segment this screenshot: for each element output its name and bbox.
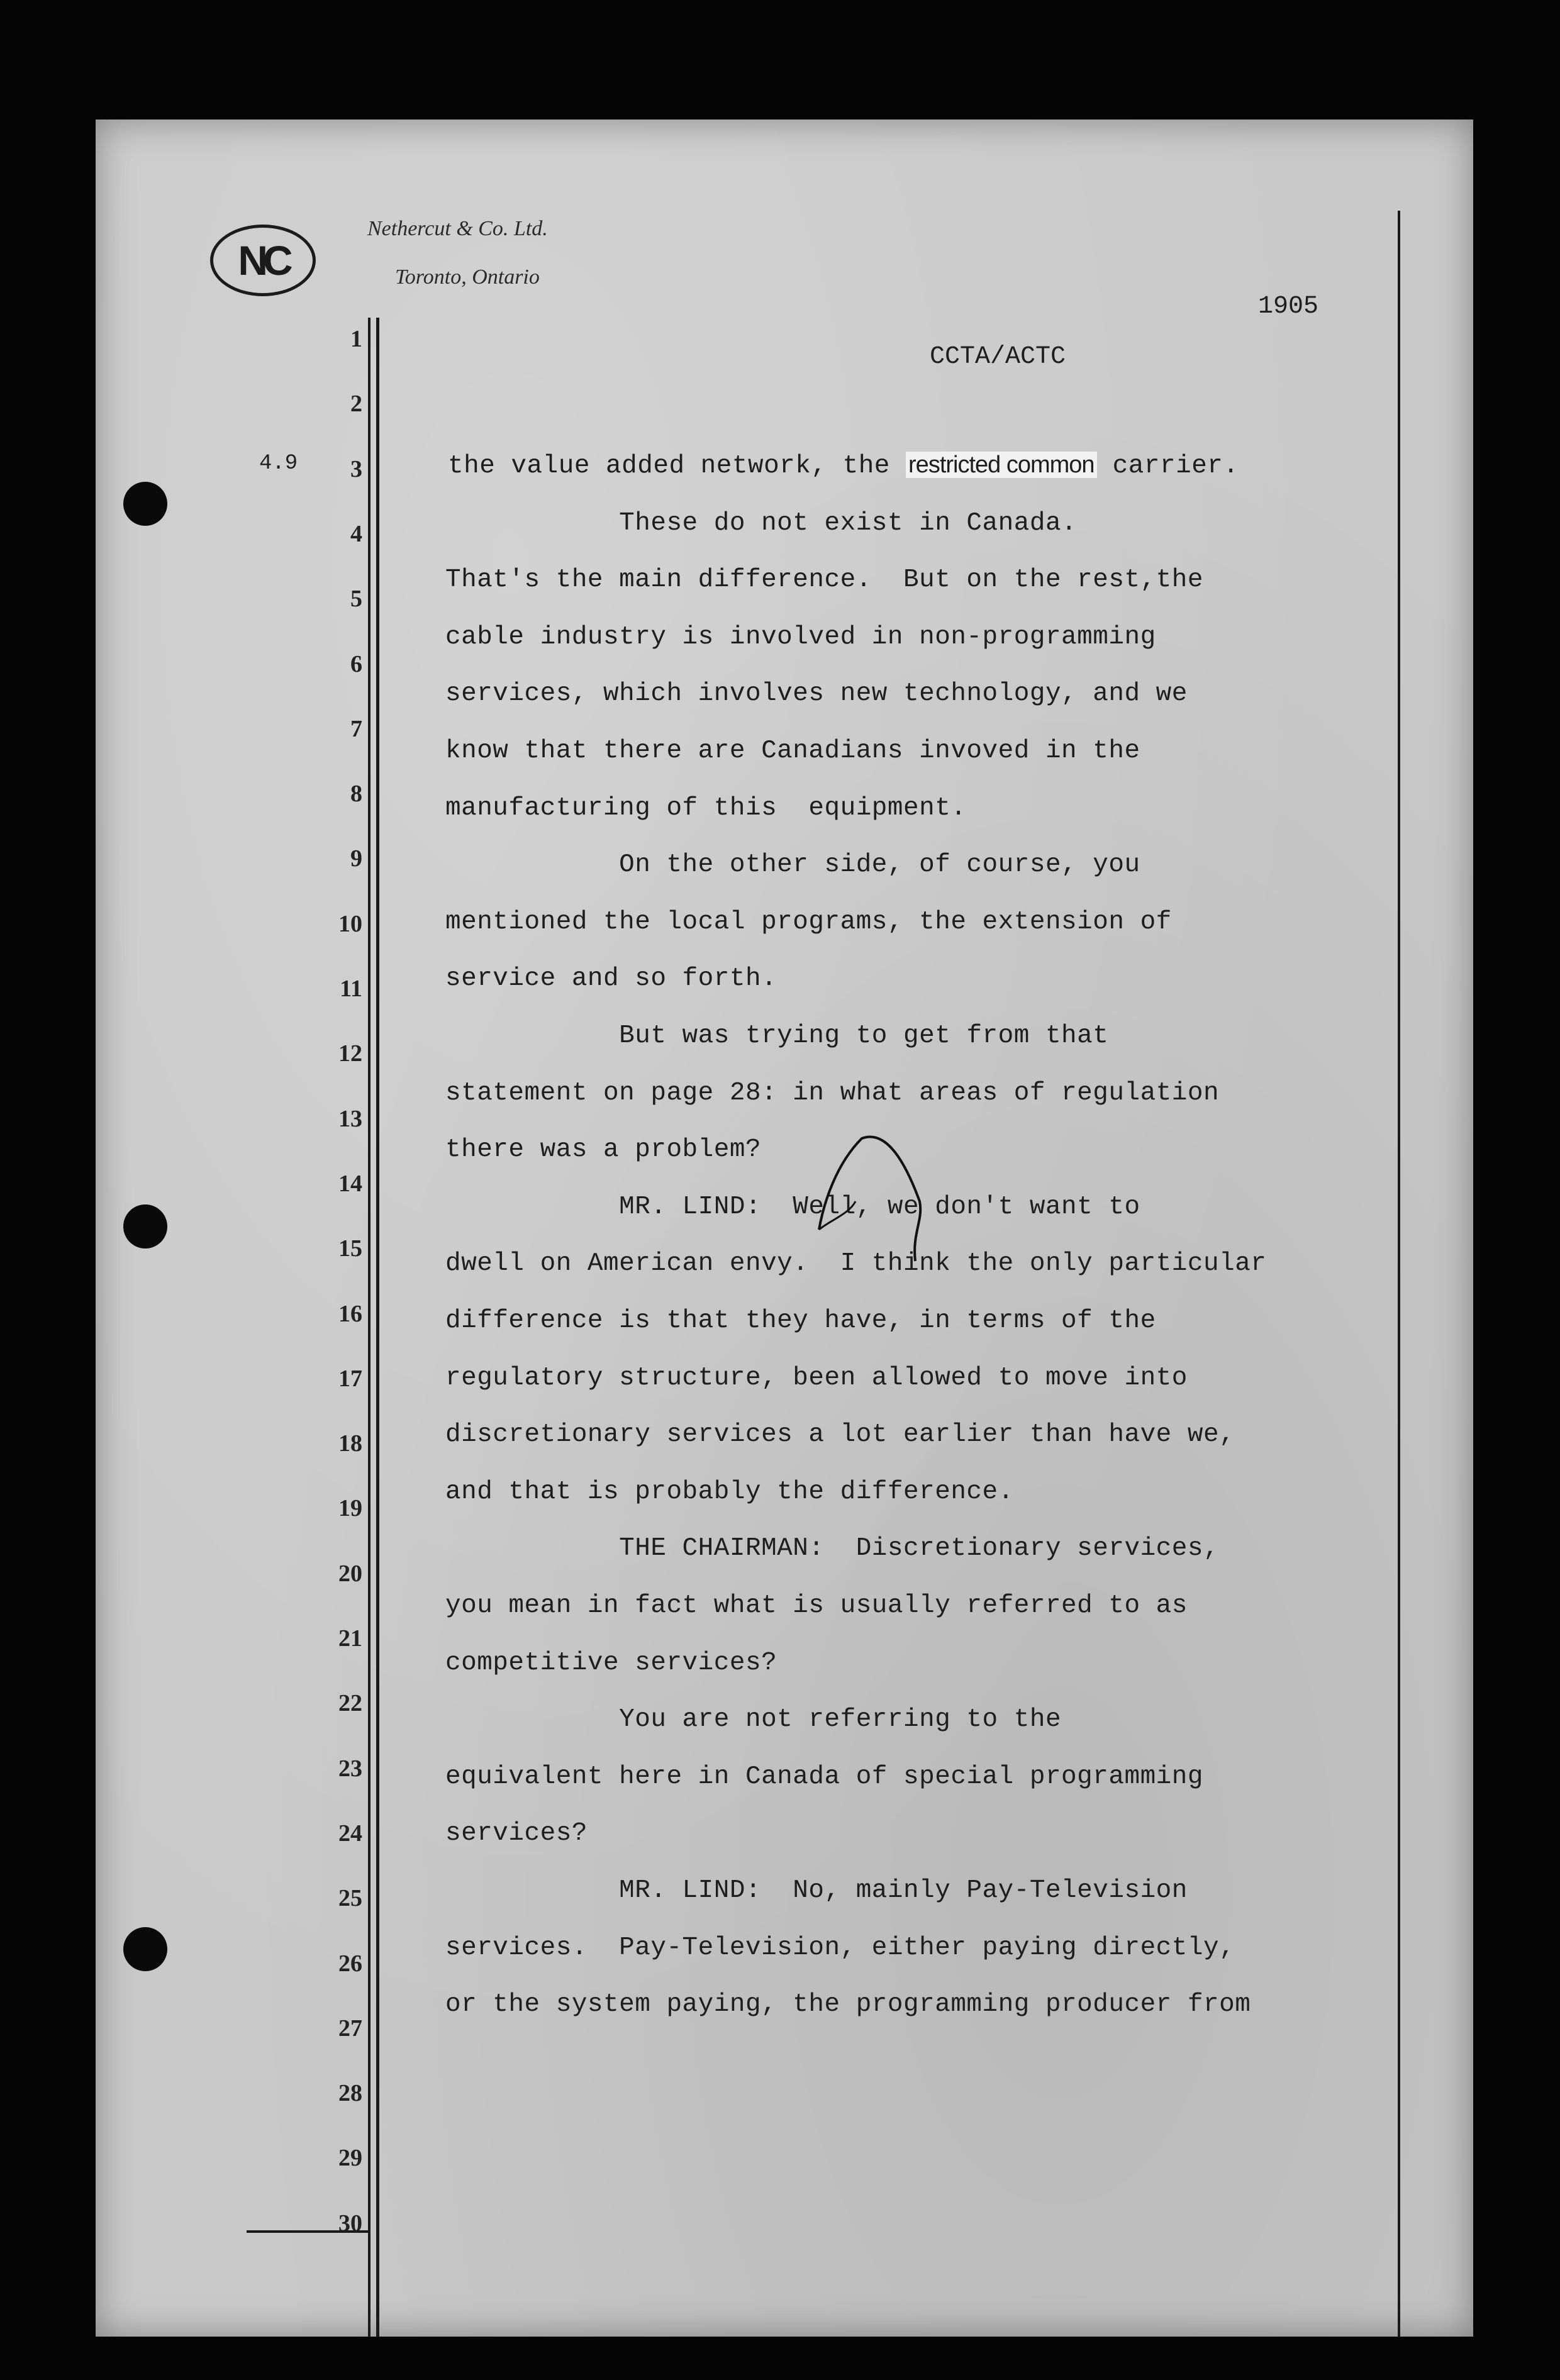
transcript-line: manufacturing of this equipment. [445, 794, 967, 823]
transcript-line: THE CHAIRMAN: Discretionary services, [445, 1534, 1220, 1563]
line-number: 30 [338, 2210, 362, 2237]
transcript-line: services, which involves new technology, and we [445, 679, 1188, 708]
line-number: 12 [338, 1040, 362, 1067]
transcript-line: competitive services? [445, 1649, 777, 1677]
logo-text: NC [238, 237, 288, 284]
line-number: 20 [338, 1560, 362, 1587]
line-number: 22 [338, 1690, 362, 1716]
line-number: 10 [338, 911, 362, 937]
line-number: 17 [338, 1365, 362, 1392]
firm-name: Nethercut & Co. Ltd. [367, 217, 548, 240]
transcript-line: dwell on American envy. I think the only particular [445, 1249, 1267, 1278]
line-number: 3 [350, 456, 362, 482]
highlighted-text: restricted common [906, 452, 1097, 478]
left-margin-rule [368, 318, 370, 2337]
line-number: 4 [350, 521, 362, 547]
line-number: 23 [338, 1755, 362, 1782]
firm-location: Toronto, Ontario [395, 265, 540, 289]
transcript-line: and that is probably the difference. [445, 1477, 1014, 1506]
line-number: 14 [338, 1171, 362, 1197]
left-margin-rule-inner [376, 318, 379, 2337]
line-number: 11 [340, 976, 362, 1002]
line-number: 19 [338, 1495, 362, 1521]
transcript-line: difference is that they have, in terms of the [445, 1306, 1156, 1335]
line-number: 29 [338, 2145, 362, 2171]
line-number: 5 [350, 586, 362, 612]
transcript-line: But was trying to get from that [445, 1021, 1109, 1050]
transcript-line: or the system paying, the programming producer from [445, 1990, 1251, 2019]
transcript-line: services. Pay-Television, either paying directly, [445, 1933, 1235, 1962]
line-number: 21 [338, 1625, 362, 1652]
transcript-line: services? [445, 1819, 588, 1848]
punch-hole [123, 1927, 167, 1971]
line-number: 24 [338, 1820, 362, 1847]
line-number: 26 [338, 1950, 362, 1977]
line-number: 9 [350, 845, 362, 872]
line-number: 1 [350, 326, 362, 352]
line-number: 16 [338, 1301, 362, 1327]
punch-hole [123, 1204, 167, 1248]
line-number: 7 [350, 716, 362, 742]
transcript-line: MR. LIND: Well, we don't want to [445, 1193, 1140, 1221]
line-number: 13 [338, 1106, 362, 1132]
transcript-line: cable industry is involved in non-programming [445, 623, 1156, 652]
transcript-line: discretionary services a lot earlier than have we, [445, 1420, 1235, 1449]
line-number: 28 [338, 2080, 362, 2106]
transcript-line: you mean in fact what is usually referred to as [445, 1591, 1188, 1620]
line-number: 25 [338, 1885, 362, 1911]
transcript-line: mentioned the local programs, the extension of [445, 908, 1172, 937]
margin-note: 4.9 [259, 452, 298, 475]
transcript-line: MR. LIND: No, mainly Pay-Television [445, 1876, 1188, 1905]
transcript-line: equivalent here in Canada of special programming [445, 1762, 1203, 1791]
nc-logo [210, 225, 316, 296]
transcript-line: regulatory structure, been allowed to move into [445, 1364, 1188, 1393]
transcript-header: CCTA/ACTC [930, 343, 1066, 371]
line-number: 6 [350, 651, 362, 677]
transcript-line: there was a problem? [445, 1135, 762, 1164]
line-number: 2 [350, 391, 362, 417]
transcript-line: On the other side, of course, you [445, 850, 1140, 879]
right-margin-rule [1398, 211, 1400, 2337]
page-number: 1905 [1258, 292, 1319, 321]
transcript-line: service and so forth. [445, 964, 777, 993]
transcript-line: know that there are Canadians invoved in the [445, 737, 1140, 765]
transcript-line: the value added network, the restricted common carrier. [448, 452, 1239, 481]
transcript-line: That's the main difference. But on the rest,the [445, 565, 1203, 594]
punch-hole [123, 482, 167, 526]
line-number: 15 [338, 1235, 362, 1262]
line-number: 8 [350, 781, 362, 807]
handwritten-mark [811, 1126, 937, 1264]
line-number: 27 [338, 2015, 362, 2042]
transcript-line: You are not referring to the [445, 1705, 1062, 1734]
transcript-line: These do not exist in Canada. [445, 509, 1078, 538]
transcript-line: statement on page 28: in what areas of regulation [445, 1079, 1220, 1108]
line-number: 18 [338, 1430, 362, 1457]
